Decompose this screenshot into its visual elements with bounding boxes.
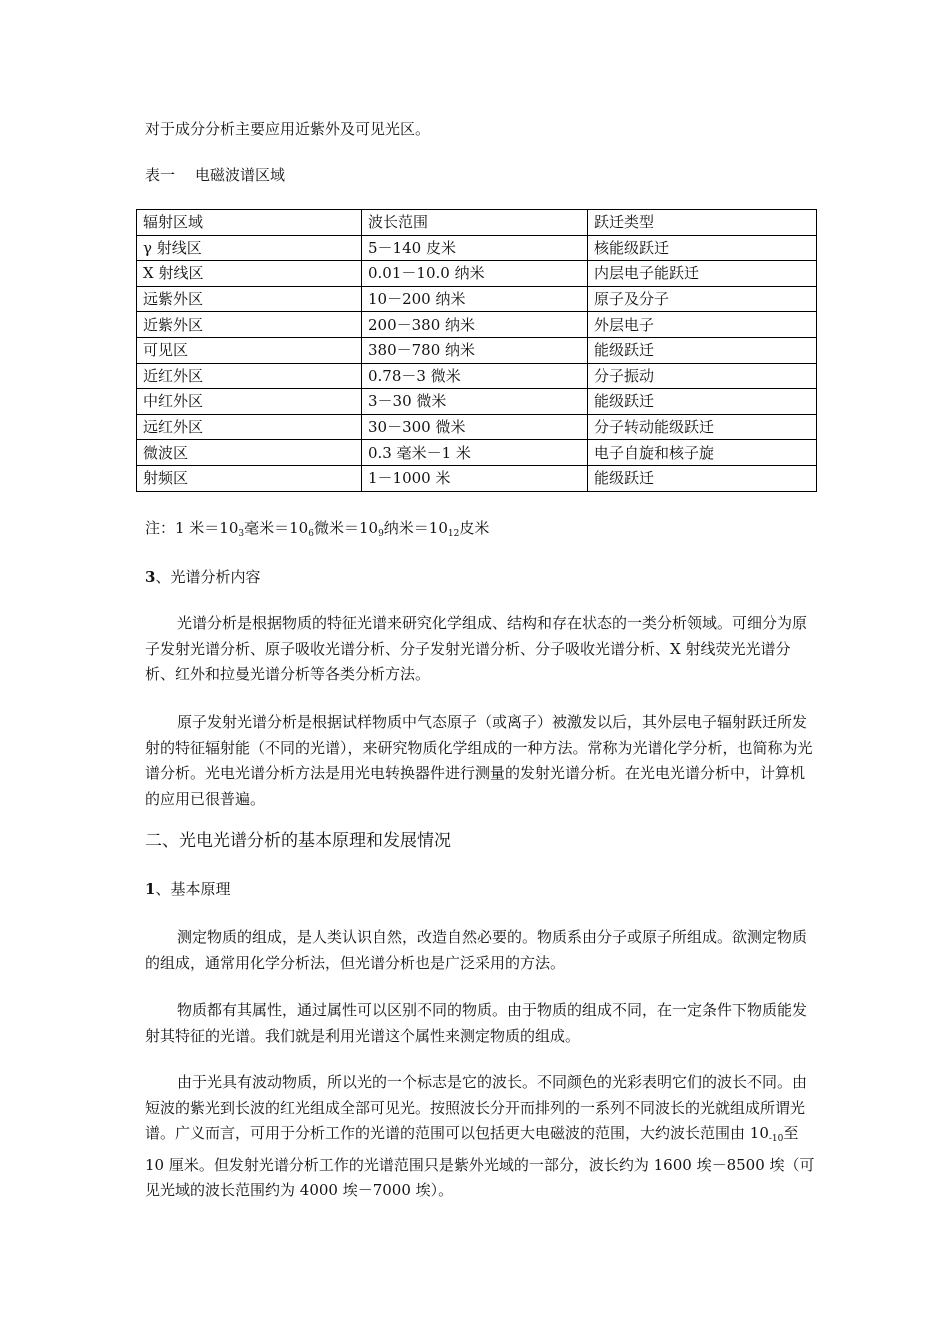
table-cell: 0.78－3 微米 — [362, 363, 588, 389]
table-cell: 原子及分子 — [588, 286, 817, 312]
table-row — [137, 414, 817, 440]
table-cell: 分子转动能级跃迁 — [588, 414, 817, 440]
table-cell: 380－780 纳米 — [362, 337, 588, 363]
table-caption — [145, 164, 285, 186]
table-cell: 200－380 纳米 — [362, 312, 588, 338]
table-cell: 近红外区 — [137, 363, 362, 389]
table-header-cell: 波长范围 — [362, 210, 588, 236]
table-cell: 30－300 微米 — [362, 414, 588, 440]
table-cell: 内层电子能跃迁 — [588, 261, 817, 287]
paragraph-spectral-analysis: 光谱分析是根据物质的特征光谱来研究化学组成、结构和存在状态的一类分析领域。可细分为原子发射光谱分析、原子吸收光谱分析、分子发射光谱分析、分子吸收光谱分析、X 射线荧光光谱分析、红外和拉曼光谱分析等各类分析方法。 — [145, 614, 808, 683]
intro-line: 对于成分分析主要应用近紫外及可见光区。 — [145, 120, 431, 138]
table-cell: 核能级跃迁 — [588, 235, 817, 261]
table-row — [137, 312, 817, 338]
table-header-row — [137, 210, 817, 236]
table-header-cell: 跃迁类型 — [588, 210, 817, 236]
table-row — [137, 440, 817, 466]
table-cell: 0.01－10.0 纳米 — [362, 261, 588, 287]
table-row — [137, 363, 817, 389]
table-row — [137, 261, 817, 287]
table-cell: 外层电子 — [588, 312, 817, 338]
table-cell: X 射线区 — [137, 261, 362, 287]
table-cell: 射频区 — [137, 465, 362, 491]
unit-note: 注：1 米$=10_3$毫米$=10_6$微米$=10_9$纳米$=10_{12}$皮米 — [145, 519, 490, 539]
section-heading-1: 1、基本原理 — [145, 880, 231, 898]
table-cell: 远紫外区 — [137, 286, 362, 312]
paragraph-wavelength: 由于光具有波动物质，所以光的一个标志是它的波长。不同颜色的光彩表明它们的波长不同。由短波的紫光到长波的红光组成全部可见光。按照波长分开而排列的一系列不同波长的光就组成所谓光谱。广义而言，可用于分析工作的光谱的范围可以包括更大电磁波的范围，大约波长范围由 $10_{-10}$至 10 厘米。但发射光谱分析工作的光谱范围只是紫外光域的一部分，波长约为 1600 埃－8500 埃（可见光域的波长范围约为 4000 埃－7000 埃）。 — [145, 1073, 815, 1199]
table-cell: 分子振动 — [588, 363, 817, 389]
table-cell: 3－30 微米 — [362, 389, 588, 415]
table-cell: 电子自旋和核子旋 — [588, 440, 817, 466]
table-cell: 中红外区 — [137, 389, 362, 415]
table-cell: 10－200 纳米 — [362, 286, 588, 312]
paragraph-atomic-emission: 原子发射光谱分析是根据试样物质中气态原子（或离子）被激发以后，其外层电子辐射跃迁所发射的特征辐射能（不同的光谱），来研究物质化学组成的一种方法。常称为光谱化学分析，也简称为光谱分析。光电光谱分析方法是用光电转换器件进行测量的发射光谱分析。在光电光谱分析中，计算机的应用已很普遍。 — [145, 713, 813, 808]
table-cell: 1－1000 米 — [362, 465, 588, 491]
table-cell: 0.3 毫米－1 米 — [362, 440, 588, 466]
table-cell: 能级跃迁 — [588, 465, 817, 491]
table-row — [137, 465, 817, 491]
table-cell: 可见区 — [137, 337, 362, 363]
table-row — [137, 337, 817, 363]
table-row — [137, 389, 817, 415]
table-cell: 微波区 — [137, 440, 362, 466]
spectrum-table — [136, 209, 817, 492]
table-cell: γ 射线区 — [137, 235, 362, 261]
table-caption-title: 电磁波谱区域 — [195, 166, 286, 184]
table-cell: 能级跃迁 — [588, 337, 817, 363]
table-header-cell: 辐射区域 — [137, 210, 362, 236]
table-cell: 5－140 皮米 — [362, 235, 588, 261]
table-caption-number: 表一 — [145, 166, 176, 184]
section-heading-3: 3、光谱分析内容 — [145, 568, 261, 586]
table-cell: 近紫外区 — [137, 312, 362, 338]
table-row — [137, 286, 817, 312]
paragraph-properties: 物质都有其属性，通过属性可以区别不同的物质。由于物质的组成不同，在一定条件下物质能发射其特征的光谱。我们就是利用光谱这个属性来测定物质的组成。 — [145, 1001, 808, 1045]
chapter-heading: 二、光电光谱分析的基本原理和发展情况 — [145, 831, 451, 851]
table-row — [137, 235, 817, 261]
paragraph-composition: 测定物质的组成，是人类认识自然，改造自然必要的。物质系由分子或原子所组成。欲测定物质的组成，通常用化学分析法，但光谱分析也是广泛采用的方法。 — [145, 928, 808, 972]
table-cell: 远红外区 — [137, 414, 362, 440]
table-cell: 能级跃迁 — [588, 389, 817, 415]
